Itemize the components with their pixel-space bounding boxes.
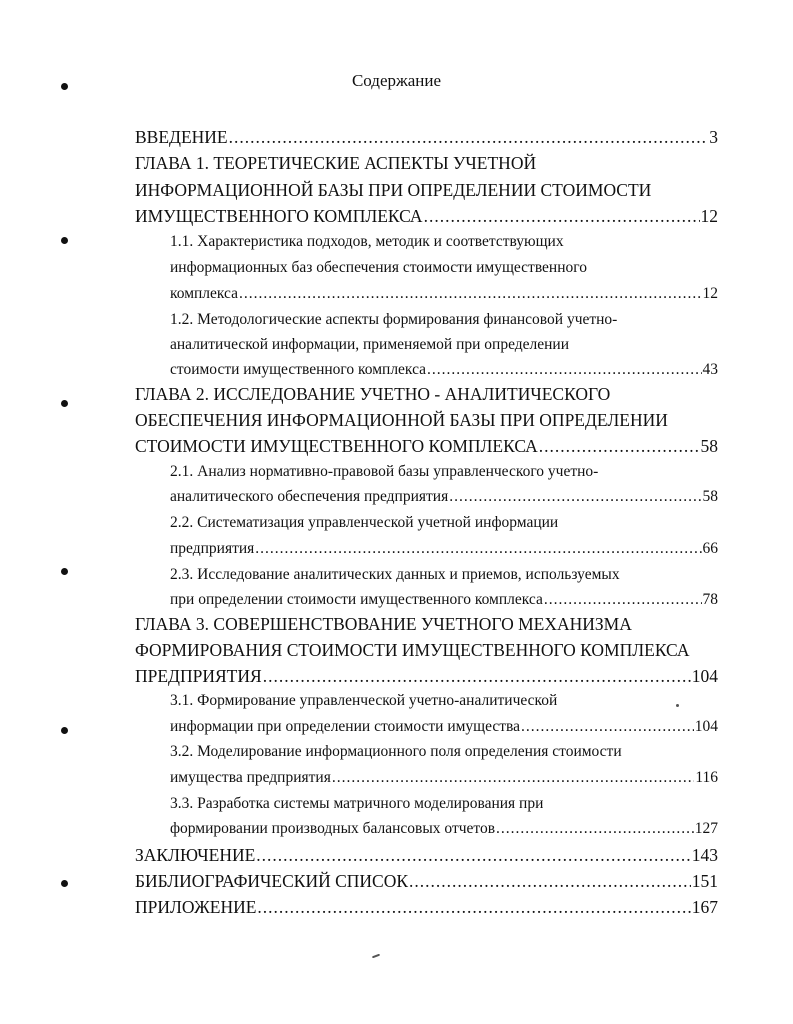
toc-entry-intro <box>135 126 718 148</box>
leader-dots <box>496 818 694 840</box>
toc-section-2-3-line-1: 2.3. Исследование аналитических данных и приемов, используемых <box>170 566 620 583</box>
toc-page-number: 127 <box>694 820 718 837</box>
toc-page-number: 66 <box>702 540 718 557</box>
toc-entry-label: имущества предприятия <box>170 769 331 786</box>
toc-section-2-3-line-2 <box>170 589 718 611</box>
toc-chapter-2-line-2: ОБЕСПЕЧЕНИЯ ИНФОРМАЦИОННОЙ БАЗЫ ПРИ ОПРЕДЕЛЕНИИ <box>135 410 668 430</box>
toc-section-3-1-line-2 <box>170 716 718 738</box>
binder-hole-dot <box>61 727 68 734</box>
toc-chapter-1-line-3 <box>135 205 718 227</box>
toc-section-2-2-line-1: 2.2. Систематизация управленческой учетной информации <box>170 514 559 531</box>
leader-dots <box>409 870 691 892</box>
toc-chapter-3-line-2: ФОРМИРОВАНИЯ СТОИМОСТИ ИМУЩЕСТВЕННОГО КОМПЛЕКСА <box>135 640 690 660</box>
leader-dots <box>229 126 709 148</box>
toc-entry-label: ПРИЛОЖЕНИЕ <box>135 897 257 917</box>
toc-entry-label: ВВЕДЕНИЕ <box>135 127 228 147</box>
toc-section-1-2-line-2: аналитической информации, применяемой при определении <box>170 336 570 353</box>
toc-page-number: 116 <box>695 769 718 786</box>
toc-entry-bibliography <box>135 870 718 892</box>
toc-entry-label: СТОИМОСТИ ИМУЩЕСТВЕННОГО КОМПЛЕКСА <box>135 436 538 456</box>
toc-page-number: 104 <box>691 666 718 686</box>
toc-entry-label: предприятия <box>170 540 255 557</box>
leader-dots <box>427 359 701 381</box>
toc-page-number: 151 <box>691 871 718 891</box>
toc-section-1-1-line-3 <box>170 283 718 305</box>
toc-section-1-2-line-3 <box>170 359 718 381</box>
toc-chapter-1-line-2: ИНФОРМАЦИОННОЙ БАЗЫ ПРИ ОПРЕДЕЛЕНИИ СТОИМОСТИ <box>135 180 652 200</box>
leader-dots <box>521 716 694 738</box>
toc-entry-label: ЗАКЛЮЧЕНИЕ <box>135 845 256 865</box>
toc-section-3-3-line-1: 3.3. Разработка системы матричного моделирования при <box>170 795 544 812</box>
toc-chapter-3-line-3 <box>135 665 718 687</box>
toc-entry-conclusion <box>135 844 718 866</box>
toc-section-1-2-line-1: 1.2. Методологические аспекты формирования финансовой учетно- <box>170 311 618 328</box>
leader-dots <box>424 205 700 227</box>
toc-chapter-1-line-1: ГЛАВА 1. ТЕОРЕТИЧЕСКИЕ АСПЕКТЫ УЧЕТНОЙ <box>135 153 537 173</box>
leader-dots <box>332 767 694 789</box>
toc-page-number: 12 <box>702 285 718 302</box>
binder-hole-dot <box>61 83 68 90</box>
toc-page-number: 104 <box>694 718 718 735</box>
toc-entry-label: ПРЕДПРИЯТИЯ <box>135 666 262 686</box>
toc-entry-label: формировании производных балансовых отчетов <box>170 820 496 837</box>
leader-dots <box>255 538 701 560</box>
leader-dots <box>539 435 700 457</box>
toc-section-3-2-line-2 <box>170 767 718 789</box>
toc-section-3-2-line-1: 3.2. Моделирование информационного поля определения стоимости <box>170 743 622 760</box>
binder-hole-dot <box>61 880 68 887</box>
toc-entry-label: ИМУЩЕСТВЕННОГО КОМПЛЕКСА <box>135 206 423 226</box>
toc-chapter-3-line-1: ГЛАВА 3. СОВЕРШЕНСТВОВАНИЕ УЧЕТНОГО МЕХАНИЗМА <box>135 614 632 634</box>
toc-entry-label: стоимости имущественного комплекса <box>170 361 427 378</box>
toc-page-number: 43 <box>702 361 718 378</box>
binder-hole-dot <box>61 568 68 575</box>
toc-page-number: 143 <box>691 845 718 865</box>
toc-entry-appendix <box>135 896 718 918</box>
page-title: Содержание <box>351 71 442 90</box>
toc-page-number: 58 <box>700 436 718 456</box>
binder-hole-dot <box>61 400 68 407</box>
toc-page-number: 58 <box>702 488 718 505</box>
toc-page-number: 3 <box>709 127 718 147</box>
toc-entry-label: при определении стоимости имущественного комплекса <box>170 591 543 608</box>
toc-page-number: 78 <box>702 591 718 608</box>
toc-section-2-1-line-2 <box>170 486 718 508</box>
binder-hole-dot <box>61 237 68 244</box>
leader-dots <box>449 486 701 508</box>
leader-dots <box>263 665 691 687</box>
toc-section-1-1-line-1: 1.1. Характеристика подходов, методик и соответствующих <box>170 233 564 250</box>
leader-dots <box>544 589 702 611</box>
toc-entry-label: БИБЛИОГРАФИЧЕСКИЙ СПИСОК <box>135 871 409 891</box>
toc-entry-label: комплекса <box>170 285 239 302</box>
toc-section-1-1-line-2: информационных баз обеспечения стоимости имущественного <box>170 259 587 276</box>
scan-speck <box>676 704 679 707</box>
toc-chapter-2-line-3 <box>135 435 718 457</box>
toc-section-3-1-line-1: 3.1. Формирование управленческой учетно-аналитической <box>170 692 558 709</box>
toc-entry-label: аналитического обеспечения предприятия <box>170 488 449 505</box>
leader-dots <box>256 844 690 866</box>
toc-page-number: 167 <box>691 897 718 917</box>
toc-section-2-1-line-1: 2.1. Анализ нормативно-правовой базы управленческого учетно- <box>170 463 599 480</box>
toc-section-2-2-line-2 <box>170 538 718 560</box>
leader-dots <box>257 896 690 918</box>
toc-entry-label: информации при определении стоимости имущества <box>170 718 521 735</box>
leader-dots <box>239 283 701 305</box>
toc-chapter-2-line-1: ГЛАВА 2. ИССЛЕДОВАНИЕ УЧЕТНО - АНАЛИТИЧЕСКОГО <box>135 384 611 404</box>
toc-page-number: 12 <box>700 206 718 226</box>
scan-speck <box>372 954 380 959</box>
toc-section-3-3-line-2 <box>170 818 718 840</box>
